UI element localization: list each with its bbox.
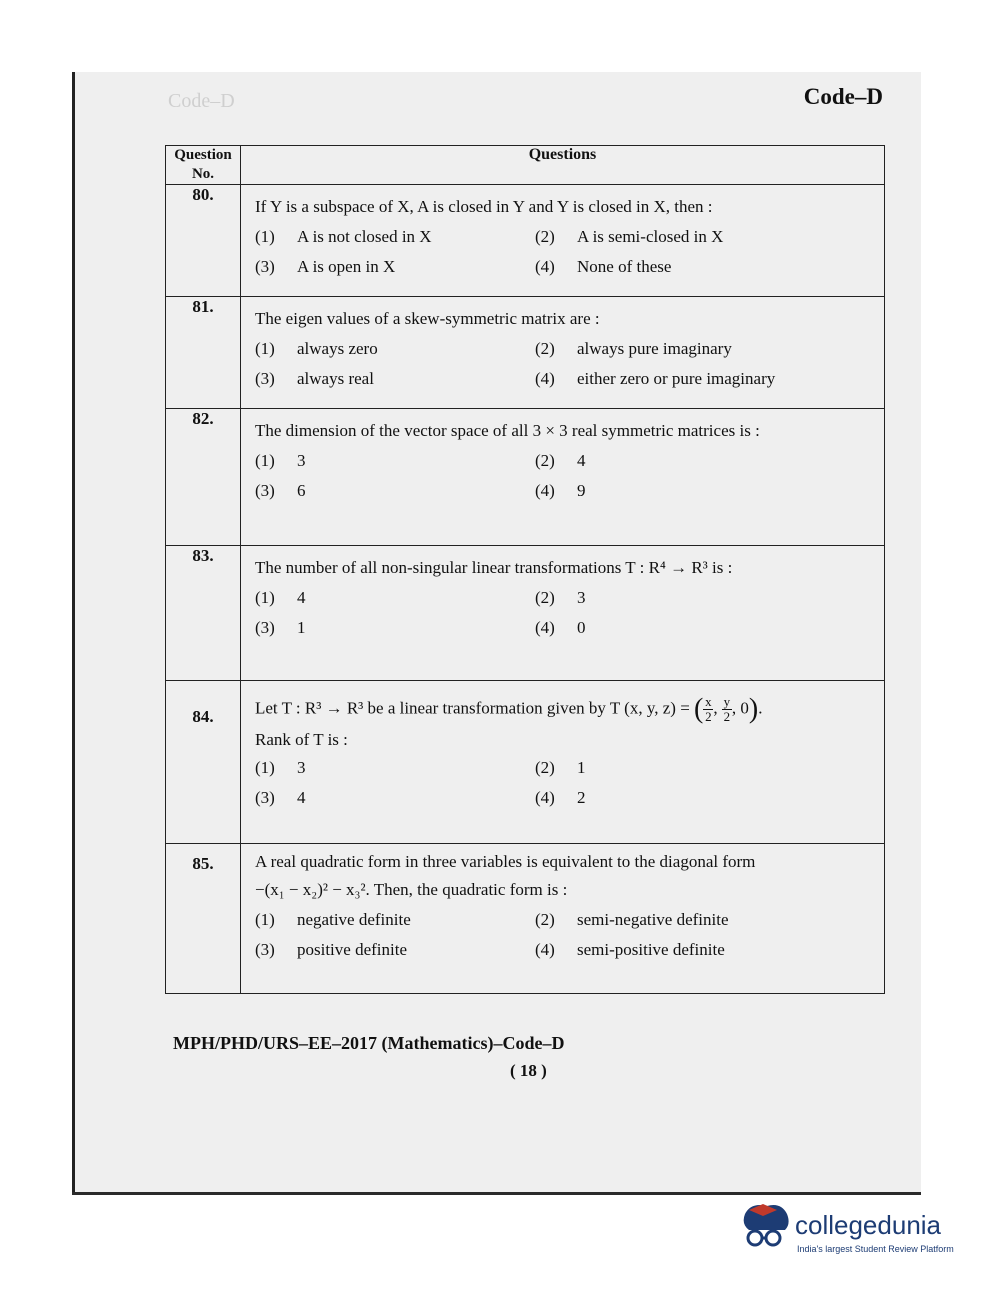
brand-name: collegedunia bbox=[795, 1210, 942, 1240]
question-row bbox=[166, 681, 885, 844]
question-number: 84. bbox=[166, 681, 241, 844]
question-stem: A real quadratic form in three variables is equivalent to the diagonal form bbox=[255, 852, 756, 871]
bleed-through-code: Code–D bbox=[168, 90, 235, 112]
question-stem: The number of all non-singular linear transformations T : R⁴ → R³ is : bbox=[255, 558, 733, 577]
question-stem-line2: −(x₁ − x₂)² − x₃². Then, the quadratic form is : bbox=[255, 880, 568, 899]
option: (4) None of these bbox=[535, 257, 672, 276]
question-row bbox=[166, 546, 885, 681]
option: (1) negative definite bbox=[255, 910, 411, 929]
option-grid bbox=[241, 902, 884, 966]
question-stem: The dimension of the vector space of all 3 × 3 real symmetric matrices is : bbox=[255, 421, 760, 440]
fraction: $\frac{y}{2}$ bbox=[723, 694, 731, 724]
question-stem: The eigen values of a skew-symmetric matrix are : bbox=[255, 309, 600, 328]
option: (2) 3 bbox=[535, 588, 586, 607]
option: (1) 3 bbox=[255, 451, 306, 470]
option: (2) always pure imaginary bbox=[535, 339, 732, 358]
option: (2) semi-negative definite bbox=[535, 910, 729, 929]
question-number: 81. bbox=[166, 297, 241, 409]
table-header-row bbox=[166, 146, 885, 185]
question-stem: If Y is a subspace of X, A is closed in Y and Y is closed in X, then : bbox=[255, 197, 713, 216]
option: (3) A is open in X bbox=[255, 257, 396, 276]
option: (3) always real bbox=[255, 369, 374, 388]
question-row bbox=[166, 185, 885, 297]
option: (3) positive definite bbox=[255, 940, 408, 959]
option: (1) 4 bbox=[255, 588, 306, 607]
option: (2) 1 bbox=[535, 758, 586, 777]
page-edge bbox=[72, 1192, 921, 1195]
option: (4) 2 bbox=[535, 788, 586, 807]
option-grid bbox=[241, 580, 884, 644]
option: (3) 1 bbox=[255, 618, 306, 637]
questions-header: Questions bbox=[241, 146, 885, 185]
question-no-header: Question No. bbox=[166, 146, 241, 185]
option: (4) 9 bbox=[535, 481, 586, 500]
question-row bbox=[166, 297, 885, 409]
question-number: 85. bbox=[166, 844, 241, 994]
question-number: 80. bbox=[166, 185, 241, 297]
option: (3) 6 bbox=[255, 481, 306, 500]
option: (2) 4 bbox=[535, 451, 586, 470]
option: (4) semi-positive definite bbox=[535, 940, 725, 959]
option-grid bbox=[241, 219, 884, 283]
fraction: $\frac{x}{2}$ bbox=[705, 694, 712, 724]
question-number: 82. bbox=[166, 409, 241, 546]
option: (1) always zero bbox=[255, 339, 378, 358]
option: (1) A is not closed in X bbox=[255, 227, 432, 246]
option-grid bbox=[241, 331, 884, 395]
option: (4) 0 bbox=[535, 618, 586, 637]
page-number: ( 18 ) bbox=[510, 1061, 547, 1080]
question-number: 83. bbox=[166, 546, 241, 681]
option-grid bbox=[241, 750, 884, 814]
brand-tagline: India's largest Student Review Platform bbox=[797, 1244, 954, 1254]
option: (3) 4 bbox=[255, 788, 306, 807]
option: (1) 3 bbox=[255, 758, 306, 777]
option: (2) A is semi-closed in X bbox=[535, 227, 724, 246]
question-row bbox=[166, 409, 885, 546]
option: (4) either zero or pure imaginary bbox=[535, 369, 776, 388]
question-row bbox=[166, 844, 885, 994]
paper-footer: MPH/PHD/URS–EE–2017 (Mathematics)–Code–D bbox=[173, 1033, 565, 1053]
question-table bbox=[165, 145, 885, 994]
paper-code: Code–D bbox=[803, 84, 883, 109]
option-grid bbox=[241, 443, 884, 507]
question-stem: Let T : R³ → R³ be a linear transformation given by T (x, y, z) = ( $\frac{x}{2}$ , $\frac{y}{2}$ , 0). bbox=[255, 693, 763, 725]
question-substem: Rank of T is : bbox=[255, 730, 348, 749]
